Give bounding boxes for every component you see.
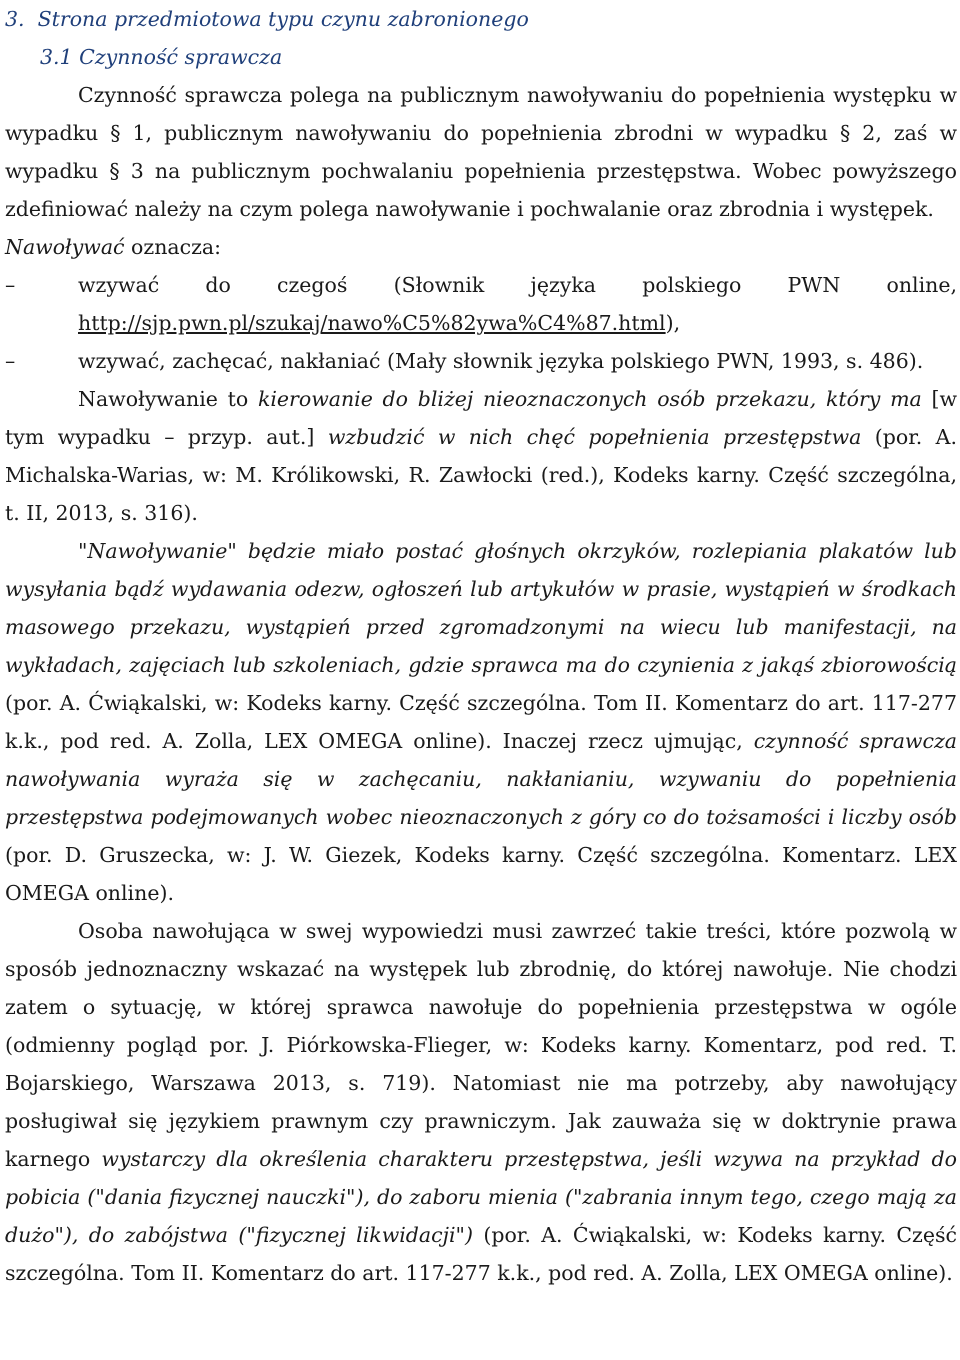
document-page (5, 0, 957, 1292)
p4-b: wystarczy dla określenia charakteru przestępstwa, jeśli wzywa na przykład do pobicia ("dania fizycznej nauczki"), do zaboru mienia ("zabrania innym tego, czego mają za dużo"), do zabójstwa ("fizycznej likwidacji") (5, 1147, 957, 1247)
p2-b: kierowanie do bliżej nieoznaczonych osób przekazu, który ma (257, 387, 922, 411)
p4-c: (por. A. Ćwiąkalski, w: Kodeks karny. Część szczególna. Tom II. Komentarz do art. 117-277 k.k., pod red. A. Zolla, LEX OMEGA online). (5, 1223, 957, 1285)
p2-c: [w tym wypadku – przyp. aut.] (5, 387, 957, 449)
list-item-text: wzywać do czegoś (Słownik języka polskiego PWN online, (78, 273, 957, 297)
subsection-title: Czynność sprawcza (79, 45, 283, 69)
definition-list (5, 266, 957, 380)
p2-d: wzbudzić w nich chęć popełnienia przestępstwa (327, 425, 862, 449)
p2-a: Nawoływanie to (78, 387, 258, 411)
definition-rest: oznacza: (124, 235, 222, 259)
section-heading (5, 0, 957, 38)
paragraph-2 (5, 380, 957, 532)
section-number: 3. (5, 7, 25, 31)
p3-c: czynność sprawcza nawoływania wyraża się w zachęcaniu, nakłanianiu, wzywaniu do popełnienia przestępstwa podejmowanych wobec nieoznaczonych z góry co do tożsamości i liczby osób (5, 729, 957, 829)
subsection-heading (5, 38, 957, 76)
definition-intro (5, 228, 957, 266)
sjp-link[interactable]: http://sjp.pwn.pl/szukaj/nawo%C5%82ywa%C4%87.html (78, 311, 666, 335)
p2-e: (por. A. Michalska-Warias, w: M. Królikowski, R. Zawłocki (red.), Kodeks karny. Część szczególna, t. II, 2013, s. 316). (5, 425, 957, 525)
paragraph-1: Czynność sprawcza polega na publicznym nawoływaniu do popełnienia występku w wypadku § 1, publicznym nawoływaniu do popełnienia zbrodni w wypadku § 2, zaś w wypadku § 3 na publicznym pochwalaniu popełnienia przestępstwa. Wobec powyższego zdefiniować należy na czym polega nawoływanie i pochwalanie oraz zbrodnia i występek. (5, 83, 957, 221)
p3-b: (por. A. Ćwiąkalski, w: Kodeks karny. Część szczególna. Tom II. Komentarz do art. 117-277 k.k., pod red. A. Zolla, LEX OMEGA online). Inaczej rzecz ujmując, (5, 691, 957, 753)
dash-bullet: – (5, 349, 16, 373)
p3-d: (por. D. Gruszecka, w: J. W. Giezek, Kodeks karny. Część szczególna. Komentarz. LEX OMEGA online). (5, 843, 957, 905)
section-title: Strona przedmiotowa typu czynu zabronionego (37, 7, 529, 31)
paragraph-3 (5, 532, 957, 912)
subsection-number: 3.1 (40, 45, 73, 69)
dash-bullet: – (5, 273, 16, 297)
list-item (5, 266, 957, 342)
list-item-after: ), (665, 311, 681, 335)
paragraph-4 (5, 912, 957, 1292)
defined-term: Nawoływać (5, 235, 125, 259)
list-item (5, 342, 957, 380)
list-item-text: wzywać, zachęcać, nakłaniać (Mały słownik języka polskiego PWN, 1993, s. 486). (78, 349, 924, 373)
p4-a: Osoba nawołująca w swej wypowiedzi musi zawrzeć takie treści, które pozwolą w sposób jednoznaczny wskazać na występek lub zbrodnię, do której nawołuje. Nie chodzi zatem o sytuację, w której sprawca nawołuje do popełnienia przestępstwa w ogóle (odmienny pogląd por. J. Piórkowska-Flieger, w: Kodeks karny. Komentarz, pod red. T. Bojarskiego, Warszawa 2013, s. 719). Natomiast nie ma potrzeby, aby nawołujący posługiwał się językiem prawnym czy prawniczym. Jak zauważa się w doktrynie prawa karnego (5, 919, 957, 1171)
p3-a: "Nawoływanie" będzie miało postać głośnych okrzyków, rozlepiania plakatów lub wysyłania bądź wydawania odezw, ogłoszeń lub artykułów w prasie, wystąpień w środkach masowego przekazu, wystąpień przed zgromadzonymi na wiecu lub manifestacji, na wykładach, zajęciach lub szkoleniach, gdzie sprawca ma do czynienia z jakąś zbiorowością (5, 539, 957, 677)
